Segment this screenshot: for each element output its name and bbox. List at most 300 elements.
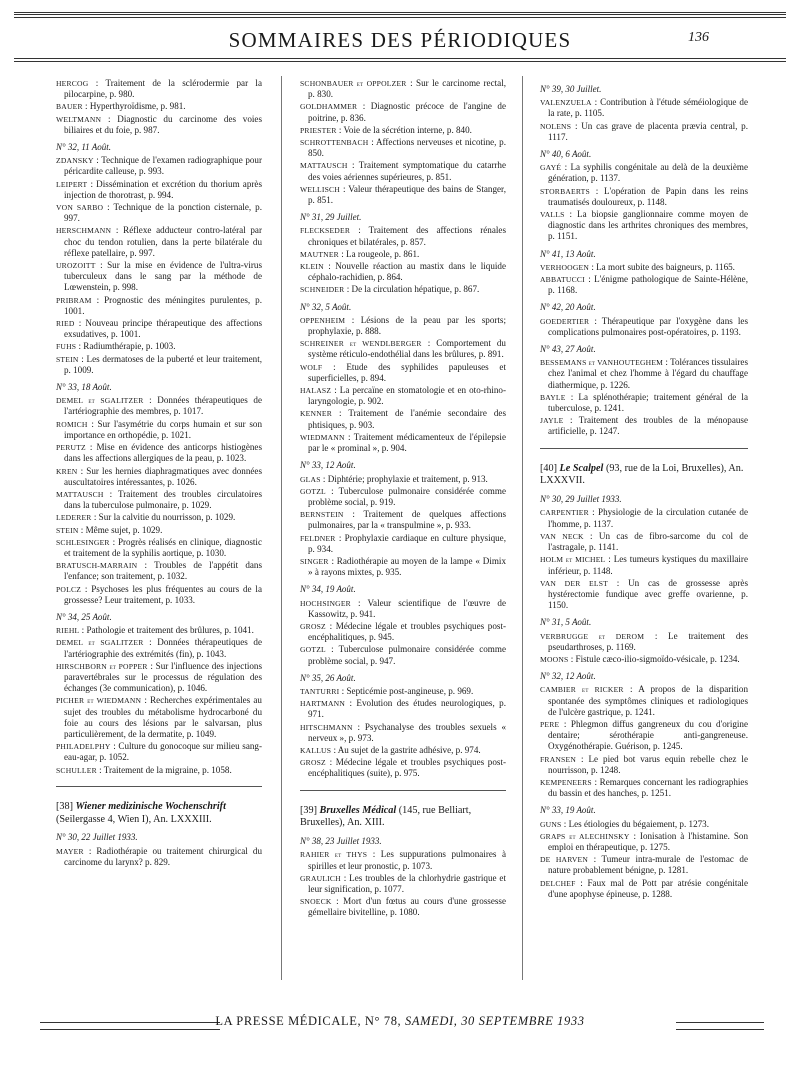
footer-day: SAMEDI, (405, 1014, 458, 1028)
column-3 (540, 78, 748, 901)
author-name: OPPENHEIM (300, 315, 346, 325)
abstract-entry (540, 654, 748, 665)
author-name: LEDERER (56, 513, 92, 523)
abstract-entry (300, 284, 506, 295)
abstract-entry (300, 78, 506, 100)
entry-text: : Prognostic des méningites purulentes, p. 1001. (64, 294, 262, 316)
issue-heading: N° 33, 18 Août. (56, 382, 112, 393)
author-name: KENNER (300, 409, 332, 419)
abstract-entry (300, 125, 506, 136)
entry-text: : Les dermatoses de la puberté et leur traitement, p. 1009. (64, 353, 262, 375)
journal-heading (540, 463, 748, 489)
abstract-entry (300, 385, 506, 407)
author-name: SCHROTTENBACH (300, 138, 369, 148)
abstract-entry (300, 225, 506, 247)
abstract-entry (540, 631, 748, 653)
author-name: NOLENS (540, 121, 572, 131)
entry-text: : Même sujet, p. 1029. (80, 524, 163, 535)
header-rule (14, 58, 786, 59)
author-name: DE HARVEN (540, 855, 589, 865)
entry-text: : La syphilis congénitale au delà de la deuxième génération, p. 1137. (548, 162, 748, 184)
issue-heading: N° 32, 11 Août. (56, 142, 112, 153)
author-name: PRIESTER (300, 125, 337, 135)
entry-text: : Traitement des troubles circulatoires dans la tuberculose pulmonaire, p. 1029. (64, 488, 263, 511)
abstract-entry (540, 316, 748, 338)
abstract-entry (540, 209, 748, 243)
author-name: MOONS (540, 654, 569, 664)
abstract-entry (56, 489, 262, 511)
journal-name: Bruxelles Médical (319, 804, 397, 816)
entry-text: : La rougeole, p. 861. (341, 248, 420, 259)
abstract-entry (300, 722, 506, 744)
author-name: HIRSCHBORN et POPPER (56, 661, 148, 671)
entry-text: : Traitement des affections rénales chroniques et bilatérales, p. 857. (308, 225, 506, 247)
author-name: MATTAUSCH (56, 489, 104, 499)
entry-text: : Voie de la sécrétion interne, p. 840. (338, 124, 472, 135)
abstract-entry (56, 295, 262, 317)
abstract-entry (300, 621, 506, 643)
abstract-entry (300, 101, 506, 123)
journal-number: [39] (300, 804, 317, 816)
entry-text: : Valeur scientifique de l'œuvre de Kassowitz, p. 941. (308, 597, 506, 619)
entry-text: : Traitement de l'anémie secondaire des phtisiques, p. 903. (308, 408, 506, 430)
entry-text: : Données thérapeutiques de l'artériographie des extrémités (fin), p. 1043. (64, 637, 263, 659)
entry-text: : Traitement de la sclérodermie par la pilocarpine, p. 980. (64, 78, 262, 100)
author-name: WIEDMANN (300, 432, 345, 442)
author-name: GROSZ (300, 758, 326, 768)
author-name: BRATUSCH-MARRAIN (56, 561, 138, 571)
column-2 (300, 78, 506, 920)
entry-text: : A propos de la disparition spontanée des symptômes cliniques et radiologiques de l'ulcère gastrique, p. 1241. (548, 684, 749, 717)
abstract-entry (300, 249, 506, 260)
issue-heading: N° 34, 19 Août. (300, 584, 356, 595)
author-name: DELCHEF (540, 878, 576, 888)
author-name: LEIPERT (56, 179, 88, 189)
abstract-entry (540, 854, 748, 876)
abstract-entry (540, 162, 748, 184)
abstract-entry (540, 819, 748, 830)
entry-text: : Un cas de grossesse après hystérectomie fundique avec greffe ovarienne, p. 1150. (548, 577, 749, 611)
entry-text: : Traitement médicamenteux de l'épilepsie par le « prominal », p. 904. (308, 431, 506, 454)
abstract-entry (300, 698, 506, 720)
entry-text: : Recherches expérimentales au sujet des troubles du métabolisme hydrocarboné du foie au cours des lésions par le salvarsan, plus particulièrement, de la dermatite, p. 1049. (64, 695, 262, 739)
author-name: PERE (540, 719, 560, 729)
abstract-entry (300, 474, 506, 485)
author-name: KLEIN (300, 262, 324, 272)
author-name: DEMEL et SGALITZER (56, 396, 144, 406)
author-name: KREN (56, 466, 78, 476)
entry-text: : Traitement symptomatique du catarrhe des voies aériennes supérieures, p. 851. (308, 160, 506, 182)
abstract-entry (56, 354, 262, 376)
abstract-entry (56, 637, 262, 659)
author-name: GOLDHAMMER (300, 102, 358, 112)
entry-text: : Valeur thérapeutique des bains de Stanger, p. 851. (308, 183, 506, 206)
issue-heading: N° 43, 27 Août. (540, 344, 596, 355)
abstract-entry (540, 684, 748, 718)
entry-text: : Sur la calvitie du nourrisson, p. 1029. (93, 512, 236, 523)
author-name: HERSCHMANN (56, 226, 112, 236)
abstract-entry (300, 849, 506, 871)
footer (0, 1014, 800, 1029)
abstract-entry (56, 661, 262, 695)
abstract-entry (56, 260, 262, 294)
author-name: MATTAUSCH (300, 161, 348, 171)
footer-journal: LA PRESSE MÉDICALE, N° 78, (215, 1014, 402, 1028)
issue-heading: N° 35, 26 Août. (300, 672, 356, 683)
page-title: SOMMAIRES DES PÉRIODIQUES (228, 28, 572, 52)
entry-text: : Sur l'influence des injections paravertébrales sur le processus de régulation des échanges (3e communication), p. 1046. (64, 660, 263, 694)
author-name: HITSCHMANN (300, 722, 353, 732)
author-name: HALASZ (300, 386, 332, 396)
author-name: HERCOG (56, 79, 89, 88)
entry-text: : La mort subite des baigneurs, p. 1165. (591, 261, 735, 272)
entry-text: : Faux mal de Pott par atrésie congénitale d'une apophyse épineuse, p. 1288. (548, 877, 748, 899)
abstract-entry (300, 486, 506, 508)
journal-address: (145, rue Belliart, Bruxelles), An. XIII. (300, 804, 472, 829)
entry-text: : Sur le carcinome rectal, p. 830. (308, 78, 506, 100)
abstract-entry (300, 598, 506, 620)
entry-text: : Comportement du système réticulo-endothélial dans les brûlures, p. 891. (308, 338, 506, 360)
abstract-entry (56, 584, 262, 606)
abstract-entry (540, 415, 748, 437)
entry-text: : Le pied bot varus equin rebelle chez le nourrisson, p. 1248. (548, 753, 748, 775)
author-name: CARPENTIER (540, 508, 589, 518)
entry-text: : Ionisation à l'histamine. Son emploi en thérapeutique, p. 1275. (548, 830, 749, 852)
entry-text: : Données thérapeutiques de l'artériographie des membres, p. 1017. (64, 395, 263, 417)
issue-heading: N° 33, 19 Août. (540, 805, 596, 816)
abstract-entry (540, 531, 748, 553)
entry-text: : La biopsie ganglionnaire comme moyen de diagnostic dans les arthrites chroniques des membres, p. 1151. (548, 209, 749, 242)
column-1 (56, 78, 262, 869)
entry-text: : Médecine légale et troubles psychiques post-encéphalitiques (suite), p. 975. (308, 757, 506, 779)
journal-address: (Seilergasse 4, Wien I), An. LXXXIII. (56, 813, 212, 825)
abstract-entry (56, 846, 262, 868)
abstract-entry (540, 186, 748, 208)
abstract-entry (56, 512, 262, 523)
abstract-entry (56, 695, 262, 740)
abstract-entry (540, 754, 748, 776)
entry-text: : Evolution des études neurologiques, p. 971. (308, 698, 506, 720)
entry-text: : Traitement des troubles de la ménopause artificielle, p. 1247. (548, 415, 748, 437)
author-name: GRAPS et ALECHINSKY (540, 831, 630, 841)
abstract-entry (56, 765, 262, 776)
entry-text: : Le traitement des pseudarthroses, p. 1169. (548, 630, 748, 652)
author-name: KALLUS (300, 745, 332, 755)
entry-text: : Thérapeutique par l'oxygène dans les complications pulmonaires post-opératoires, p. 1193. (548, 315, 748, 337)
entry-text: : Diagnostic précoce de l'angine de poitrine, p. 836. (308, 101, 506, 123)
abstract-entry (56, 101, 262, 112)
author-name: VERBRUGGE et DEROM (540, 631, 645, 641)
abstract-entry (300, 160, 506, 182)
abstract-entry (300, 338, 506, 360)
author-name: SCHREINER et WENDLBERGER (300, 339, 422, 349)
entry-text: : Culture du gonocoque sur milieu sang-eau-agar, p. 1052. (64, 741, 262, 763)
entry-text: : L'énigme pathologique de Sainte-Hélène, p. 1168. (548, 274, 748, 296)
author-name: MAYER (56, 846, 84, 856)
abstract-entry (540, 262, 748, 273)
section-separator (300, 790, 506, 791)
abstract-entry (300, 745, 506, 756)
entry-text: : Psychanalyse des troubles sexuels « nerveux », p. 973. (308, 721, 507, 743)
journal-number: [40] (540, 462, 557, 474)
abstract-entry (56, 625, 262, 636)
abstract-entry (300, 873, 506, 895)
abstract-entry (56, 78, 262, 100)
author-name: BESSEMANS et VANHOUTEGHEM (540, 358, 664, 368)
author-name: VALENZUELA (540, 98, 592, 108)
abstract-entry (56, 442, 262, 464)
entry-text: : Pathologie et traitement des brûlures, p. 1041. (81, 625, 254, 636)
author-name: CAMBIER et RICKER (540, 685, 624, 695)
entry-text: : Diagnostic du carcinome des voies biliaires et du foie, p. 987. (64, 113, 262, 135)
abstract-entry (540, 777, 748, 799)
abstract-entry (540, 97, 748, 119)
abstract-entry (540, 878, 748, 900)
entry-text: : Troubles de l'appétit dans l'enfance; son traitement, p. 1032. (64, 560, 263, 582)
author-name: RIED (56, 319, 75, 329)
abstract-entry (300, 896, 506, 918)
abstract-entry (56, 419, 262, 441)
abstract-entry (300, 184, 506, 206)
footer-date: 30 SEPTEMBRE 1933 (461, 1014, 585, 1028)
abstract-entry (300, 408, 506, 430)
issue-heading: N° 31, 5 Août. (540, 617, 592, 628)
author-name: RAHIER et THYS (300, 850, 368, 860)
author-name: VON SARBO (56, 203, 104, 213)
issue-heading: N° 32, 5 Août. (300, 301, 352, 312)
author-name: VAN NECK (540, 531, 584, 541)
entry-text: : Phlegmon diffus gangreneux du cou d'origine dentaire; sérothérapie anti-gangreneuse. Oxygénothérapie. Guérison, p. 1245. (548, 718, 748, 752)
entry-text: : Les étiologies du bégaiement, p. 1273. (563, 818, 709, 829)
entry-text: : Tuberculose pulmonaire considérée comme problème social, p. 919. (308, 485, 506, 507)
entry-text: : Septicémie post-angineuse, p. 969. (341, 685, 474, 696)
entry-text: : Mort d'un fœtus au cours d'une grossesse gémellaire bivitelline, p. 1080. (308, 896, 506, 918)
author-name: SCHONBAUER et OPPOLZER (300, 79, 407, 88)
author-name: VERHOOGEN (540, 262, 590, 272)
author-name: WELTMANN (56, 114, 102, 124)
entry-text: : De la circulation hépatique, p. 867. (346, 284, 480, 295)
abstract-entry (540, 121, 748, 143)
abstract-entry (56, 225, 262, 259)
abstract-entry (56, 537, 262, 559)
abstract-entry (540, 357, 748, 391)
entry-text: : Diphtérie; prophylaxie et traitement, p. 913. (322, 473, 488, 484)
issue-heading: N° 42, 20 Août. (540, 302, 596, 313)
entry-text: : Progrès réalisés en clinique, diagnostic et traitement de la syphilis aortique, p. 1030. (64, 536, 262, 558)
author-name: FUHS (56, 342, 77, 352)
author-name: FLECKSEDER (300, 226, 351, 236)
entry-text: : Fistule cæco-ilio-sigmoïdo-vésicale, p. 1234. (570, 653, 740, 664)
author-name: BAYLE (540, 392, 566, 402)
abstract-entry (56, 560, 262, 582)
issue-heading: N° 31, 29 Juillet. (300, 212, 362, 223)
entry-text: : Prophylaxie cardiaque en culture physique, p. 934. (308, 532, 506, 554)
entry-text: : Radiothérapie au moyen de la lampe « Dimix » à rayons mixtes, p. 935. (308, 555, 506, 578)
abstract-entry (300, 315, 506, 337)
abstract-entry (540, 392, 748, 414)
author-name: HOCHSINGER (300, 598, 351, 608)
entry-text: : Etude des syphilides papuleuses et superficielles, p. 894. (308, 361, 506, 383)
author-name: GROSZ (300, 621, 326, 631)
abstract-entry (56, 466, 262, 488)
abstract-entry (56, 741, 262, 763)
entry-text: : Radiumthérapie, p. 1003. (78, 341, 176, 352)
author-name: HARTMANN (300, 699, 346, 709)
entry-text: : Médecine légale et troubles psychiques post-encéphalitiques, p. 945. (308, 620, 506, 643)
issue-heading: N° 30, 29 Juillet 1933. (540, 494, 622, 505)
author-name: FRANSEN (540, 754, 577, 764)
abstract-entry (540, 274, 748, 296)
entry-text: : Mise en évidence des anticorps histiogènes dans les affections allergiques de la peau, p. 1023. (64, 442, 263, 464)
abstract-entry (300, 509, 506, 531)
author-name: WELLISCH (300, 184, 340, 194)
abstract-entry (540, 507, 748, 529)
entry-text: : Affections nerveuses et nicotine, p. 850. (308, 137, 506, 159)
entry-text: : Tolérances tissulaires chez l'animal et chez l'homme à l'égard du chauffage diathermique, p. 1226. (548, 357, 748, 390)
page-number: 136 (688, 30, 709, 45)
author-name: GOTZL (300, 486, 326, 496)
header-rule (14, 17, 786, 18)
author-name: WOLF (300, 362, 323, 372)
entry-text: : Dissémination et excrétion du thorium après injection de thorotrast, p. 994. (64, 178, 262, 200)
journal-heading (56, 801, 262, 827)
issue-heading: N° 34, 25 Août. (56, 611, 112, 622)
author-name: PRIBRAM (56, 295, 92, 305)
author-name: GOTZL (300, 645, 326, 655)
author-name: ROMICH (56, 419, 88, 429)
issue-heading: N° 39, 30 Juillet. (540, 84, 602, 94)
entry-text: : La percaïne en stomatologie et en oto-rhino-laryngologie, p. 902. (308, 385, 506, 407)
author-name: PERUTZ (56, 443, 86, 453)
entry-text: : Contribution à l'étude séméiologique de la rate, p. 1105. (548, 97, 749, 119)
abstract-entry (56, 395, 262, 417)
section-separator (56, 786, 262, 787)
author-name: GUNS (540, 819, 562, 829)
abstract-entry (300, 432, 506, 454)
entry-text: : Réflexe adducteur contro-latéral par choc du tendon rotulien, dans la perte bilatérale du réflexe patellaire, p. 997. (64, 225, 262, 258)
entry-text: : Traitement de la migraine, p. 1058. (99, 764, 232, 775)
author-name: HOLM et MICHEL (540, 555, 606, 565)
entry-text: : Nouveau principe thérapeutique des affections exsudatives, p. 1001. (64, 318, 262, 340)
issue-heading: N° 40, 6 Août. (540, 149, 592, 160)
author-name: TANTURRI (300, 686, 340, 696)
author-name: BAUER (56, 102, 83, 112)
abstract-entry (56, 114, 262, 136)
column-divider (522, 76, 523, 980)
entry-text: : Hyperthyroïdisme, p. 981. (85, 101, 186, 112)
entry-text: : Un cas grave de placenta prævia central, p. 1117. (548, 120, 748, 142)
author-name: SCHULLER (56, 765, 97, 775)
issue-heading: N° 33, 12 Août. (300, 460, 356, 471)
entry-text: : Remarques concernant les radiographies du bassin et des hanches, p. 1251. (548, 776, 748, 799)
abstract-entry (56, 525, 262, 536)
entry-text: : Sur la mise en évidence de l'ultra-virus tuberculeux dans le sang par la méthode de Lœwenstein, p. 998. (64, 260, 262, 293)
author-name: BERNSTEIN (300, 510, 344, 520)
abstract-entry (56, 179, 262, 201)
entry-text: : Tumeur intra-murale de l'estomac de nature probablement bénigne, p. 1281. (548, 854, 749, 876)
abstract-entry (300, 362, 506, 384)
author-name: SINGER (300, 556, 329, 566)
author-name: PHILADELPHY (56, 742, 111, 752)
author-name: GAYÉ (540, 163, 562, 173)
entry-text: : Physiologie de la circulation cutanée de l'homme, p. 1137. (548, 507, 748, 529)
author-name: POLCZ (56, 584, 82, 594)
journal-name: Le Scalpel (559, 462, 604, 474)
abstract-entry (540, 831, 748, 853)
entry-text: : Les troubles de la chlorhydrie gastrique et leur signification, p. 1077. (308, 872, 506, 894)
author-name: SNOECK (300, 897, 332, 907)
abstract-entry (300, 261, 506, 283)
entry-text: : La splénothérapie; traitement général de la tuberculose, p. 1241. (548, 391, 748, 414)
author-name: UROZOITT (56, 261, 96, 271)
entry-text: : Les suppurations pulmonaires à spirilles et leur pronostic, p. 1073. (308, 849, 506, 871)
journal-number: [38] (56, 800, 73, 812)
author-name: SCHLESINGER (56, 537, 110, 547)
header-rule (14, 12, 786, 15)
abstract-entry (56, 341, 262, 352)
author-name: RIEHL (56, 626, 80, 636)
entry-text: : Les tumeurs kystiques du maxillaire inférieur, p. 1148. (548, 554, 748, 576)
entry-text: : Radiothérapie ou traitement chirurgical du carcinome du larynx? p. 829. (64, 845, 262, 867)
author-name: JAYLE (540, 416, 564, 426)
abstract-entry (56, 155, 262, 177)
abstract-entry (300, 686, 506, 697)
abstract-entry (300, 533, 506, 555)
abstract-entry (300, 757, 506, 779)
author-name: ZDANSKY (56, 156, 94, 166)
entry-text: : Sur les hernies diaphragmatiques avec données auscultatoires intéressantes, p. 1026. (64, 465, 263, 487)
header-rule (14, 61, 786, 62)
author-name: STORBAERTS (540, 186, 590, 196)
author-name: SCHNEIDER (300, 285, 345, 295)
entry-text: : Psychoses les plus fréquentes au cours de la grossesse? Leur traitement, p. 1033. (64, 583, 262, 605)
entry-text: : Technique de l'examen radiographique pour péricardite calleuse, p. 993. (64, 155, 262, 177)
author-name: STEIN (56, 525, 79, 535)
section-separator (540, 448, 748, 449)
author-name: VAN DER ELST (540, 578, 608, 588)
abstract-entry (540, 719, 748, 753)
author-name: STEIN (56, 354, 79, 364)
entry-text: : Traitement de quelques affections pulmonaires, par la « transpulmine », p. 933. (308, 509, 506, 531)
author-name: PICHER et WIEDMANN (56, 696, 142, 706)
abstract-entry (540, 578, 748, 612)
issue-heading: N° 32, 12 Août. (540, 671, 596, 682)
author-name: GOEDERTIER (540, 316, 590, 326)
author-name: FELDNER (300, 533, 336, 543)
journal-name: Wiener medizinische Wochenschrift (75, 800, 226, 812)
issue-heading: N° 38, 23 Juillet 1933. (300, 836, 382, 847)
issue-heading: N° 41, 13 Août. (540, 248, 596, 259)
entry-text: : Tuberculose pulmonaire considérée comme problème social, p. 947. (308, 644, 506, 666)
entry-text: : Sur l'asymétrie du corps humain et sur son importance en orthopédie, p. 1021. (64, 418, 262, 440)
entry-text: : Au sujet de la gastrite adhésive, p. 974. (333, 744, 481, 755)
journal-heading (300, 805, 506, 831)
abstract-entry (56, 202, 262, 224)
author-name: GLAS (300, 474, 321, 484)
author-name: KEMPENEERS (540, 777, 592, 787)
entry-text: : L'opération de Papin dans les reins traumatisés douloureux, p. 1148. (548, 185, 748, 207)
author-name: DEMEL et SGALITZER (56, 638, 144, 648)
abstract-entry (300, 137, 506, 159)
author-name: ABBATUCCI (540, 275, 585, 285)
abstract-entry (300, 644, 506, 666)
journal-address: (93, rue de la Loi, Bruxelles), An. LXXXVII. (540, 462, 744, 487)
abstract-entry (300, 556, 506, 578)
column-divider (281, 76, 282, 980)
abstract-entry (56, 318, 262, 340)
issue-heading: N° 30, 22 Juillet 1933. (56, 832, 138, 843)
author-name: GRAULICH (300, 873, 341, 883)
